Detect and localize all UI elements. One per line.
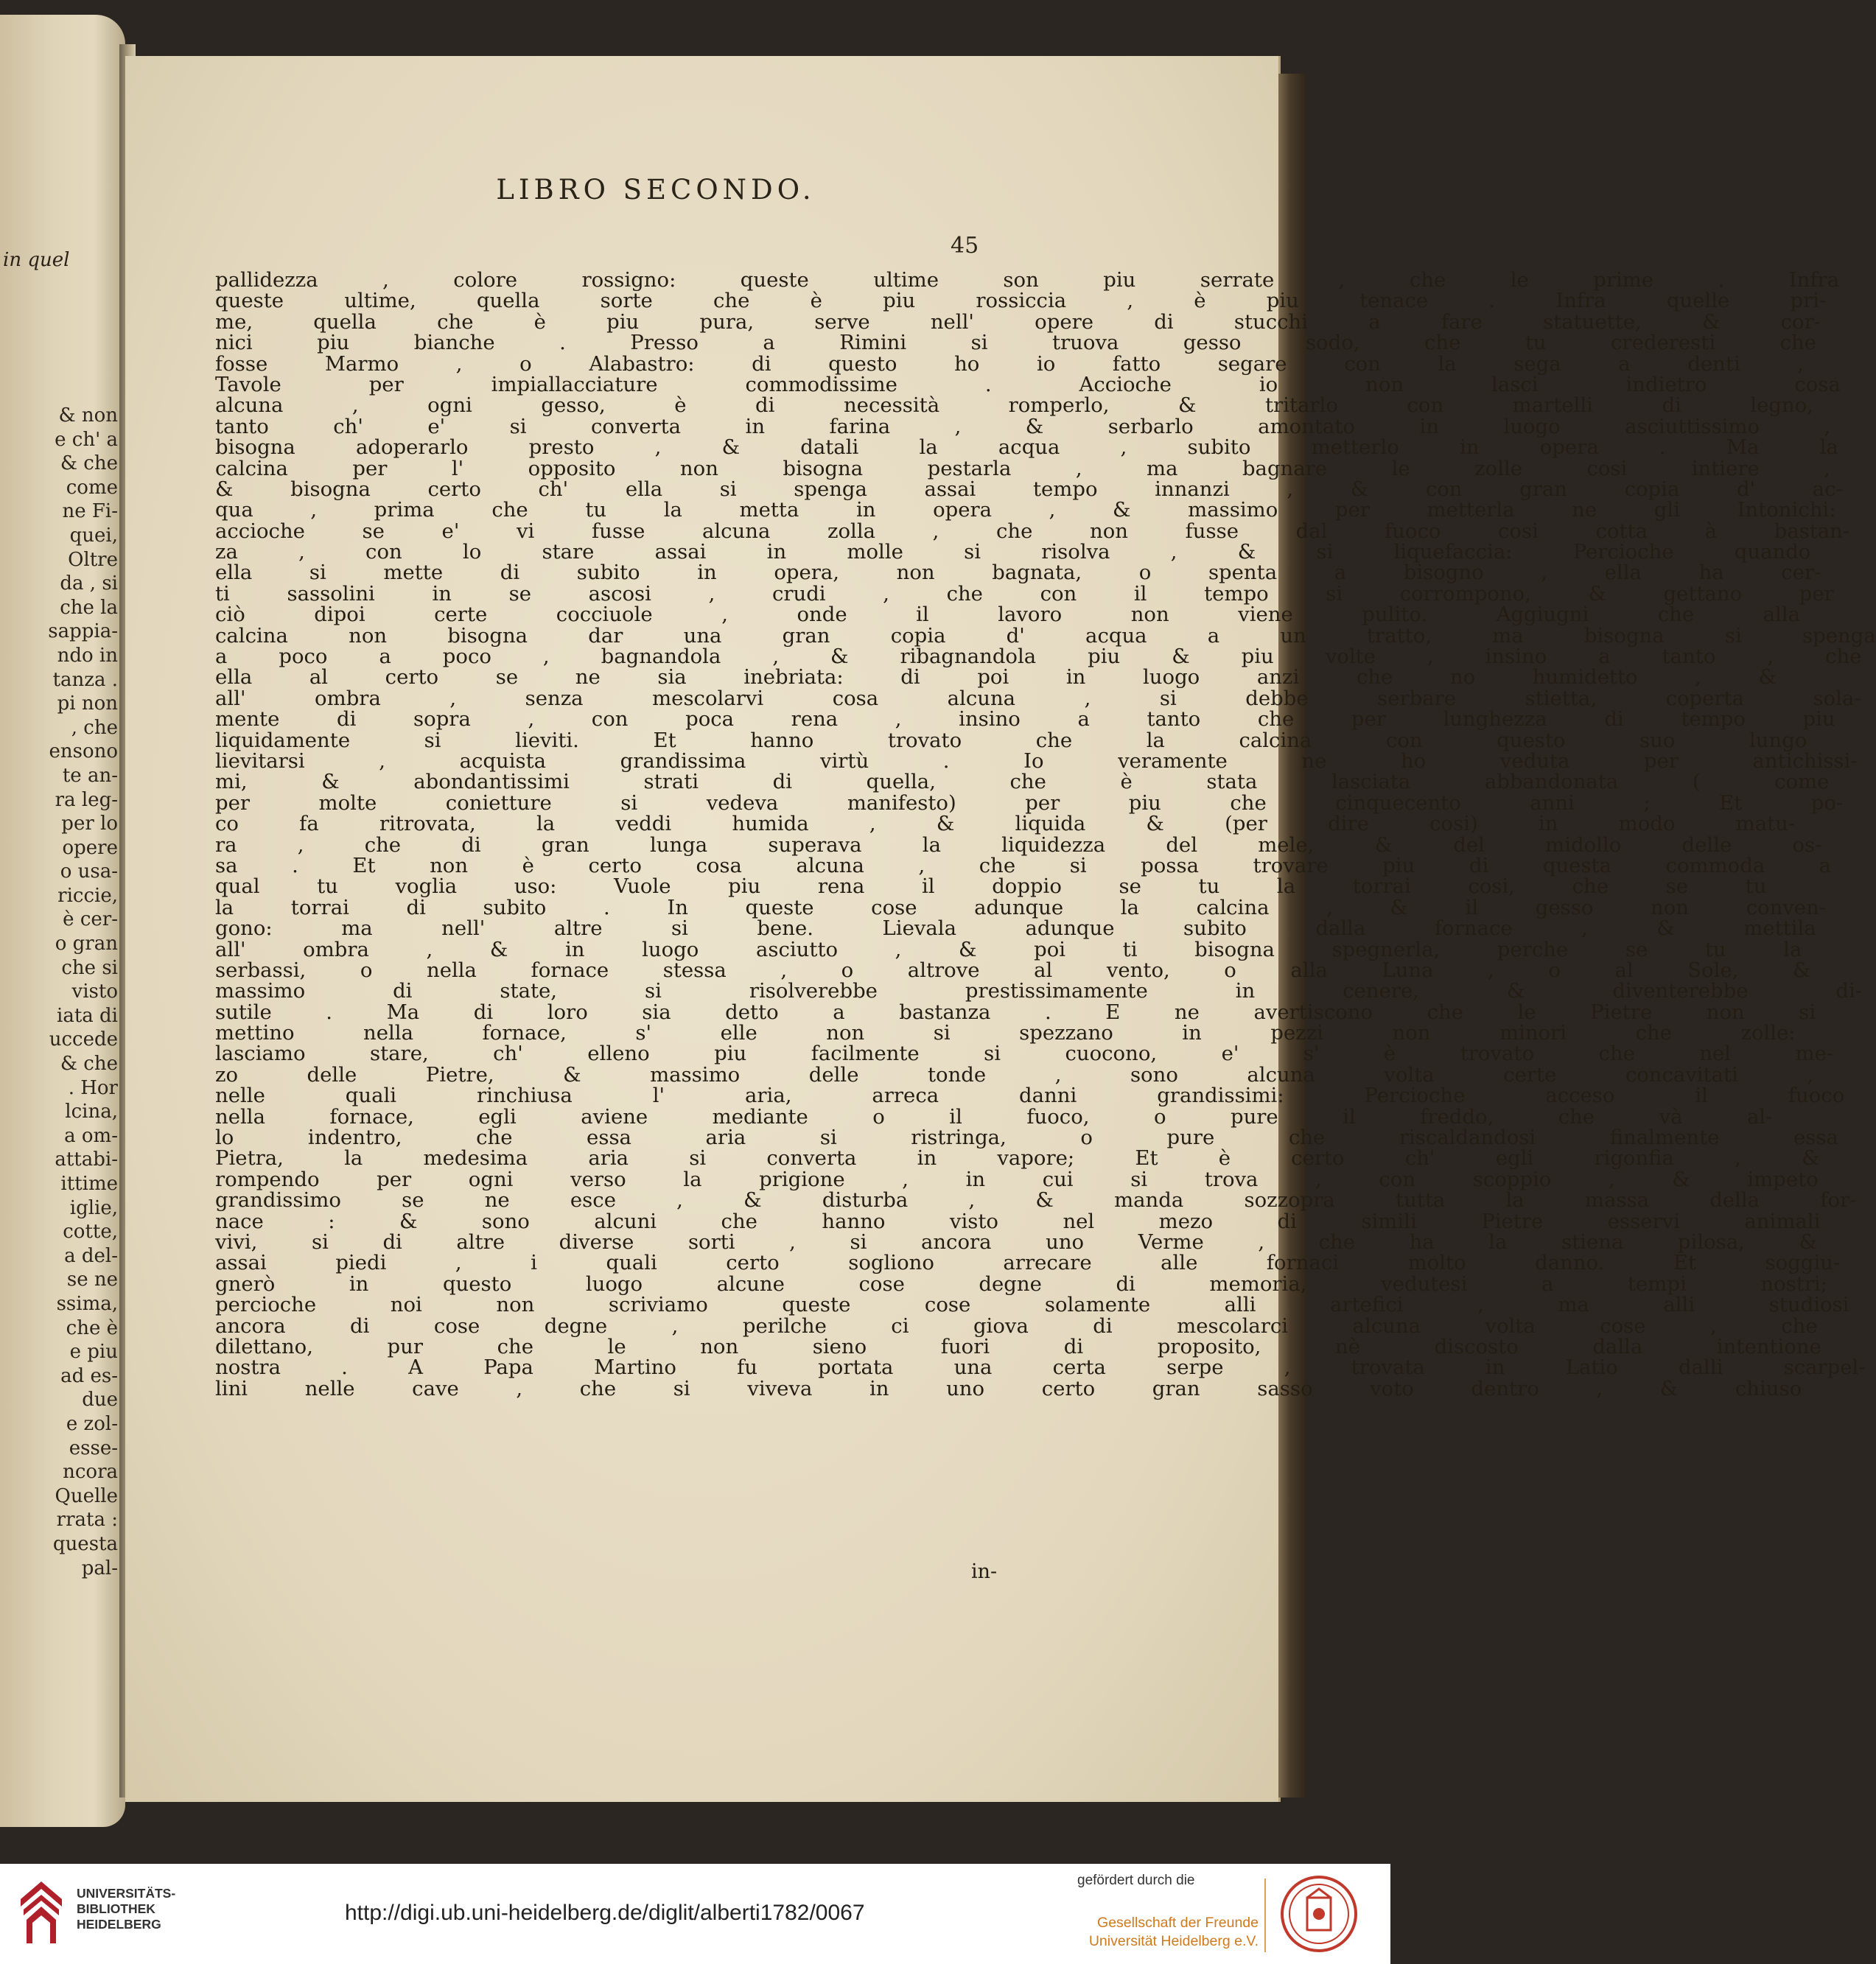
facing-line-fragment: uccede bbox=[49, 1028, 118, 1051]
text-line: qua , prima che tu la metta in opera , & massimo per metterla ne gli Intonichi: bbox=[215, 498, 1836, 522]
facing-line-fragment: se ne bbox=[66, 1269, 118, 1291]
facing-line-fragment: attabi- bbox=[55, 1148, 118, 1171]
facing-line-fragment: & non bbox=[58, 404, 118, 427]
text-line: gono: ma nell' altre si bene. Lievala adunque subito dalla fornace , & mettila bbox=[215, 916, 1816, 941]
text-line: Tavole per impiallacciature commodissime . Accioche io non lasci indietro cosa bbox=[215, 372, 1841, 396]
facing-line-fragment: visto bbox=[71, 981, 118, 1003]
facing-line-fragment: ensono bbox=[49, 740, 118, 763]
facing-line-fragment: pal- bbox=[81, 1557, 118, 1579]
text-line: lo indentro, che essa aria si ristringa, o pure che riscaldandosi finalmente essa bbox=[215, 1126, 1838, 1150]
text-line: lasciamo stare, ch' elleno piu facilmente si cuocono, e' s' è trovato che nel me- bbox=[215, 1042, 1834, 1066]
text-line: mettino nella fornace, s' elle non si spezzano in pezzi non minori che zolle: bbox=[215, 1021, 1796, 1045]
text-line: & bisogna certo ch' ella si spenga assai tempo innanzi , & con gran copia d' ac- bbox=[215, 477, 1843, 501]
sponsor-divider bbox=[1264, 1879, 1266, 1952]
funding-label: gefördert durch die bbox=[1077, 1873, 1195, 1888]
facing-line-fragment: opere bbox=[62, 836, 118, 859]
facing-line-fragment: rrata : bbox=[56, 1509, 118, 1532]
catchword: in- bbox=[971, 1560, 998, 1583]
text-line: gnerò in questo luogo alcune cose degne di memoria, vedutesi a tempi nostri; bbox=[215, 1272, 1827, 1296]
facing-line-fragment: e piu bbox=[69, 1341, 118, 1364]
facing-line-fragment: & che bbox=[60, 452, 118, 475]
text-line: queste ultime, quella sorte che è piu rossiccia , è piu tenace . Infra quelle pri- bbox=[215, 289, 1827, 313]
facing-page bbox=[0, 15, 125, 1827]
facing-line-fragment: che la bbox=[60, 596, 118, 619]
source-url-link[interactable]: http://digi.ub.uni-heidelberg.de/diglit/alberti1782/0067 bbox=[345, 1901, 865, 1925]
text-line: percioche noi non scriviamo queste cose solamente alli artefici , ma alli studiosi bbox=[215, 1293, 1849, 1317]
text-line: nostra . A Papa Martino fu portata una certa serpe , trovata in Latio dalli scarpel- bbox=[215, 1355, 1866, 1380]
text-line: pallidezza , colore rossigno: queste ultime son piu serrate , che le prime . Infra bbox=[215, 268, 1840, 292]
facing-line-fragment: iglie, bbox=[69, 1196, 118, 1219]
facing-line-fragment: per lo bbox=[61, 813, 118, 835]
text-line: sa . Et non è certo cosa alcuna , che si possa trovare piu di questa commoda a bbox=[215, 853, 1832, 877]
text-line: calcina per l' opposito non bisogna pestarla , ma bagnare le zolle cosi intiere , bbox=[215, 456, 1830, 480]
facing-line-fragment: è cer- bbox=[63, 908, 118, 931]
text-line: per molte conietture si vedeva manifesto) per piu che cinquecento anni ; Et po- bbox=[215, 790, 1844, 815]
text-line: serbassi, o nella fornace stessa , o altrove al vento, o alla Luna , o al Sole, & bbox=[215, 958, 1811, 982]
text-line: fosse Marmo , o Alabastro: di questo ho io fatto segare con la sega a denti , bbox=[215, 351, 1805, 376]
text-line: rompendo per ogni verso la prigione , in cui si trova , con scoppio , & impeto bbox=[215, 1167, 1819, 1191]
text-line: qual tu voglia uso: Vuole piu rena il doppio se tu la torrai cosi, che se tu bbox=[215, 874, 1767, 899]
text-line: mente di sopra , con poca rena , insino a tanto che per lunghezza di tempo piu bbox=[215, 707, 1835, 732]
text-line: dilettano, pur che le non sieno fuori di proposito, nè discosto dalla intentione bbox=[215, 1334, 1821, 1358]
facing-line-fragment: e zol- bbox=[66, 1412, 118, 1435]
sponsor-name bbox=[1079, 1914, 1259, 1951]
text-line: ancora di cose degne , perilche ci giova di mescolarci alcuna volta cose , che bbox=[215, 1314, 1818, 1338]
institution-line-2: BIBLIOTHEK bbox=[77, 1901, 155, 1916]
text-line: assai piedi , i quali certo sogliono arrecare alle fornaci molto danno. Et soggiu- bbox=[215, 1251, 1841, 1275]
text-line: a poco a poco , bagnandola , & ribagnandola piu & piu volte , insino a tanto , che bbox=[215, 645, 1862, 669]
text-line: ella al certo se ne sia inebriata: di poi in luogo anzi che no humidetto , & bbox=[215, 665, 1777, 690]
text-line: mi, & abondantissimi strati di quella, che è stata lasciata abbandonata ( come bbox=[215, 770, 1830, 794]
text-line: co fa ritrovata, la veddi humida , & liquida & (per dire cosi) in modo matu- bbox=[215, 812, 1796, 836]
facing-line-fragment: . Hor bbox=[68, 1076, 118, 1099]
facing-line-fragment: a om- bbox=[64, 1124, 118, 1147]
institution-name bbox=[77, 1886, 202, 1932]
text-line: alcuna , ogni gesso, è di necessità romperlo, & tritarlo con martelli di legno, bbox=[215, 393, 1814, 418]
text-line: massimo di state, si risolverebbe prestissimamente in cenere, & diventerebbe di- bbox=[215, 979, 1863, 1003]
sponsor-line-1: Gesellschaft der Freunde bbox=[1097, 1915, 1259, 1931]
facing-line-fragment: ne Fi- bbox=[62, 500, 118, 523]
facing-line-fragment: ssima, bbox=[56, 1292, 118, 1315]
facing-line-fragment: Quelle bbox=[55, 1484, 118, 1507]
text-line: nella fornace, egli aviene mediante o il fuoco, o pure il freddo, che và al- bbox=[215, 1104, 1773, 1129]
text-line: nici piu bianche . Presso a Rimini si truova gesso sodo, che tu crederesti che bbox=[215, 331, 1816, 355]
text-line: lini nelle cave , che si viveva in uno certo gran sasso voto dentro , & chiuso bbox=[215, 1376, 1802, 1400]
text-line: nelle quali rinchiusa l' aria, arreca danni grandissimi: Percioche acceso il fuoco bbox=[215, 1084, 1845, 1108]
page-number: 45 bbox=[951, 233, 979, 259]
text-line: vivi, si di altre diverse sorti , si ancora uno Verme , che ha la stiena pilosa, & bbox=[215, 1230, 1817, 1254]
facing-line-fragment: ittime bbox=[60, 1173, 118, 1195]
facing-line-fragment: ad es- bbox=[60, 1364, 118, 1387]
facing-line-fragment: quei, bbox=[69, 524, 118, 547]
facing-line-fragment: cotte, bbox=[63, 1221, 118, 1244]
text-line: lievitarsi , acquista grandissima virtù . Io veramente ne ho veduta per antichissi- bbox=[215, 748, 1858, 773]
text-line: all' ombra , senza mescolarvi cosa alcuna , si debbe serbare stietta, coperta sola- bbox=[215, 686, 1861, 710]
text-line: me, quella che è piu pura, serve nell' opere di stucchi a fare statuette, & cor- bbox=[215, 309, 1821, 334]
facing-line-fragment: e ch' a bbox=[55, 428, 118, 451]
facing-line-fragment: o usa- bbox=[60, 860, 118, 883]
university-seal-icon bbox=[1279, 1874, 1359, 1954]
facing-line-fragment: ra leg- bbox=[55, 788, 118, 811]
facing-line-fragment: questa bbox=[52, 1532, 118, 1555]
text-line: sutile . Ma di loro sia detto a bastanza . E ne avertiscono che le Pietre non si bbox=[215, 1000, 1816, 1024]
institution-line-1: UNIVERSITÄTS- bbox=[77, 1886, 176, 1901]
facing-line-fragment: esse- bbox=[69, 1437, 118, 1459]
body-text bbox=[215, 268, 1876, 1400]
text-line: ti sassolini in se ascosi , crudi , che con il tempo si corrompono, & gettano per bbox=[215, 581, 1834, 606]
text-line: za , con lo stare assai in molle si risolva , & si liquefaccia: Percioche quando bbox=[215, 540, 1811, 564]
marginal-note: in quel bbox=[3, 249, 70, 271]
text-line: tanto ch' e' si converta in farina , & serbarlo amontato in luogo asciuttissimo , bbox=[215, 414, 1831, 438]
facing-line-fragment: te an- bbox=[62, 764, 118, 787]
facing-line-fragment: due bbox=[82, 1389, 118, 1411]
facing-line-fragment: tanza . bbox=[52, 668, 118, 691]
facing-line-fragment: o gran bbox=[55, 933, 118, 955]
facing-line-fragment: riccie, bbox=[57, 884, 118, 907]
footer bbox=[0, 1864, 1390, 1964]
text-line: all' ombra , & in luogo asciutto , & poi ti bisogna spegnerla, perche se tu la bbox=[215, 937, 1802, 961]
facing-line-fragment: ndo in bbox=[57, 644, 118, 667]
text-line: Pietra, la medesima aria si converta in vapore; Et è certo ch' egli rigonfia , & bbox=[215, 1146, 1820, 1171]
text-line: nace : & sono alcuni che hanno visto nel mezo di simili Pietre esservi animali bbox=[215, 1209, 1821, 1233]
facing-line-fragment: iata di bbox=[57, 1004, 118, 1027]
sponsor-line-2: Universität Heidelberg e.V. bbox=[1088, 1933, 1259, 1949]
text-line: bisogna adoperarlo presto , & datali la acqua , subito metterlo in opera . Ma la bbox=[215, 435, 1838, 460]
text-line: liquidamente si lieviti. Et hanno trovato che la calcina con questo suo lungo bbox=[215, 728, 1807, 752]
text-line: ella si mette di subito in opera, non bagnata, o spenta a bisogno , ella ha cer- bbox=[215, 561, 1821, 585]
university-library-logo-icon bbox=[16, 1877, 66, 1948]
facing-line-fragment: lcina, bbox=[65, 1101, 118, 1123]
institution-line-3: HEIDELBERG bbox=[77, 1917, 161, 1932]
facing-page-text bbox=[0, 404, 118, 1580]
facing-line-fragment: che è bbox=[66, 1316, 118, 1339]
text-line: accioche se e' vi fusse alcuna zolla , che non fusse dal fuoco cosi cotta à bastan- bbox=[215, 519, 1850, 543]
facing-line-fragment: Oltre bbox=[68, 548, 118, 571]
running-head: LIBRO SECONDO. bbox=[496, 174, 816, 206]
facing-line-fragment: a del- bbox=[64, 1244, 118, 1267]
text-line: zo delle Pietre, & massimo delle tonde , sono alcuna volta certe concavitati , bbox=[215, 1062, 1814, 1087]
text-line: calcina non bisogna dar una gran copia d' acqua a un tratto, ma bisogna si spenga bbox=[215, 623, 1876, 648]
facing-line-fragment: da , si bbox=[60, 572, 118, 595]
facing-line-fragment: & che bbox=[60, 1053, 118, 1076]
facing-line-fragment: che si bbox=[61, 956, 118, 979]
text-line: ra , che di gran lunga superava la liquidezza del mele, & del midollo delle os- bbox=[215, 832, 1822, 857]
text-line: ciò dipoi certe cocciuole , onde il lavoro non viene pulito. Aggiugni che alla bbox=[215, 603, 1801, 627]
text-line: la torrai di subito . In queste cose adunque la calcina , & il gesso non conven- bbox=[215, 895, 1827, 919]
facing-line-fragment: come bbox=[66, 476, 118, 499]
facing-line-fragment: sappia- bbox=[48, 620, 118, 643]
facing-line-fragment: pi non bbox=[57, 692, 118, 715]
text-line: grandissimo se ne esce , & disturba , & manda sozzopra tutta la massa della for- bbox=[215, 1188, 1857, 1213]
facing-line-fragment: ncora bbox=[63, 1461, 118, 1484]
facing-line-fragment: , che bbox=[71, 716, 118, 739]
